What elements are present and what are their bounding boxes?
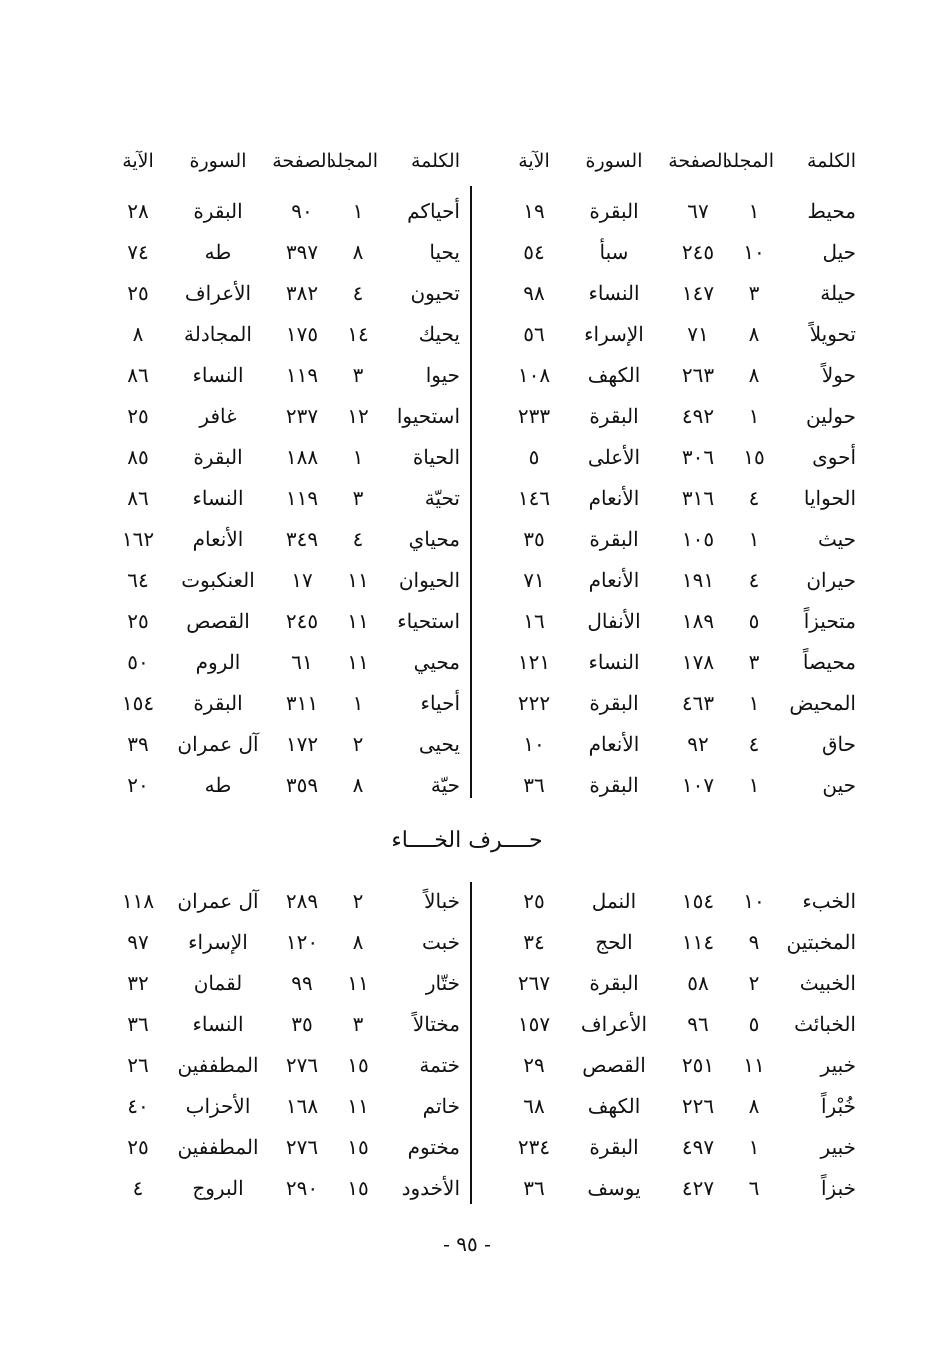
cell-surah: يوسف bbox=[587, 1176, 641, 1200]
cell-ayah: ٣٤ bbox=[523, 930, 545, 954]
cell-surah: الأنعام bbox=[192, 527, 244, 551]
cell-page: ٩٠ bbox=[291, 199, 313, 223]
table-row bbox=[476, 1089, 856, 1123]
cell-ayah: ٢٢٢ bbox=[517, 691, 551, 715]
table-row bbox=[80, 440, 460, 474]
cell-volume: ١١ bbox=[347, 609, 369, 633]
cell-page: ١١٤ bbox=[681, 930, 715, 954]
cell-page: ٢٩٠ bbox=[285, 1176, 319, 1200]
cell-word: يحيا bbox=[429, 240, 460, 264]
cell-page: ٢٤٥ bbox=[285, 609, 319, 633]
cell-ayah: ١٦ bbox=[523, 609, 545, 633]
cell-volume: ١ bbox=[748, 691, 760, 715]
cell-surah: النساء bbox=[192, 486, 244, 510]
cell-page: ٣٩٧ bbox=[285, 240, 319, 264]
cell-volume: ١٤ bbox=[347, 322, 369, 346]
cell-page: ٤٩٧ bbox=[681, 1135, 715, 1159]
table-row bbox=[476, 440, 856, 474]
table-row bbox=[476, 522, 856, 556]
cell-volume: ١٥ bbox=[347, 1053, 369, 1077]
table-row bbox=[476, 686, 856, 720]
table-row bbox=[80, 1048, 460, 1082]
table-row bbox=[80, 1171, 460, 1205]
cell-page: ٢٥١ bbox=[681, 1053, 715, 1077]
cell-volume: ١١ bbox=[347, 1094, 369, 1118]
cell-volume: ٣ bbox=[352, 1012, 364, 1036]
table-row bbox=[476, 925, 856, 959]
cell-word: أحياكم bbox=[407, 199, 460, 223]
cell-volume: ١٥ bbox=[347, 1135, 369, 1159]
cell-page: ٤٩٢ bbox=[681, 404, 715, 428]
cell-word: مختالاً bbox=[412, 1012, 460, 1036]
cell-word: الحوايا bbox=[803, 486, 856, 510]
cell-word: خبت bbox=[421, 930, 460, 954]
cell-surah: القصص bbox=[186, 609, 250, 633]
cell-ayah: ١٢١ bbox=[517, 650, 551, 674]
table-row bbox=[80, 645, 460, 679]
cell-word: المحيض bbox=[789, 691, 856, 715]
table-row bbox=[476, 194, 856, 228]
cell-volume: ٨ bbox=[352, 773, 364, 797]
cell-word: الحيوان bbox=[398, 568, 460, 592]
cell-word: استحياء bbox=[397, 609, 460, 633]
cell-volume: ١٠ bbox=[743, 240, 765, 264]
cell-volume: ١ bbox=[748, 773, 760, 797]
cell-surah: النساء bbox=[192, 363, 244, 387]
cell-ayah: ٣٥ bbox=[523, 527, 545, 551]
table-row bbox=[476, 727, 856, 761]
table-row bbox=[476, 768, 856, 802]
header-row bbox=[476, 144, 856, 178]
cell-surah: الأنعام bbox=[588, 568, 640, 592]
header-word: الكلمة bbox=[410, 150, 460, 172]
cell-volume: ٤ bbox=[748, 568, 760, 592]
cell-word: متحيزاً bbox=[803, 609, 856, 633]
cell-volume: ٤ bbox=[748, 486, 760, 510]
cell-volume: ٩ bbox=[748, 930, 760, 954]
table-row bbox=[80, 727, 460, 761]
header-volume: المجلد bbox=[723, 150, 774, 172]
cell-ayah: ٨٦ bbox=[127, 486, 149, 510]
cell-page: ١٧٨ bbox=[681, 650, 715, 674]
table-row bbox=[80, 1089, 460, 1123]
cell-volume: ٨ bbox=[748, 1094, 760, 1118]
cell-page: ٧١ bbox=[687, 322, 709, 346]
table-row bbox=[476, 645, 856, 679]
cell-ayah: ٢٥ bbox=[523, 889, 545, 913]
table-row bbox=[476, 276, 856, 310]
cell-word: حيث bbox=[817, 527, 856, 551]
cell-ayah: ١٥٧ bbox=[517, 1012, 551, 1036]
table-row bbox=[80, 194, 460, 228]
cell-ayah: ١٠٨ bbox=[517, 363, 551, 387]
cell-ayah: ٣٦ bbox=[523, 1176, 545, 1200]
cell-surah: الأنعام bbox=[588, 486, 640, 510]
table-row bbox=[476, 317, 856, 351]
cell-volume: ٢ bbox=[352, 732, 364, 756]
table-row bbox=[476, 399, 856, 433]
table-row bbox=[476, 1130, 856, 1164]
cell-word: حيل bbox=[822, 240, 856, 264]
cell-page: ٩٩ bbox=[291, 971, 313, 995]
cell-ayah: ٢٨ bbox=[127, 199, 149, 223]
cell-ayah: ٧٤ bbox=[127, 240, 149, 264]
cell-volume: ٣ bbox=[748, 281, 760, 305]
header-row bbox=[80, 144, 460, 178]
cell-word: خبالاً bbox=[424, 889, 460, 913]
cell-volume: ٨ bbox=[352, 240, 364, 264]
cell-word: الخبء bbox=[802, 889, 856, 913]
cell-volume: ١ bbox=[748, 199, 760, 223]
cell-surah: لقمان bbox=[193, 971, 243, 995]
table-row bbox=[80, 966, 460, 1000]
cell-volume: ١ bbox=[352, 445, 364, 469]
cell-ayah: ٢٥ bbox=[127, 609, 149, 633]
cell-page: ١١٩ bbox=[285, 486, 319, 510]
cell-surah: البروج bbox=[192, 1176, 244, 1200]
cell-ayah: ٢٦ bbox=[127, 1053, 149, 1077]
cell-surah: البقرة bbox=[193, 445, 243, 469]
cell-page: ١١٩ bbox=[285, 363, 319, 387]
cell-page: ٣٤٩ bbox=[285, 527, 319, 551]
cell-volume: ٥ bbox=[748, 1012, 760, 1036]
cell-surah: الأعراف bbox=[580, 1012, 648, 1036]
cell-surah: طه bbox=[204, 240, 232, 264]
cell-volume: ١١ bbox=[347, 568, 369, 592]
cell-volume: ١٠ bbox=[743, 889, 765, 913]
table-row bbox=[80, 1130, 460, 1164]
cell-ayah: ٢٩ bbox=[523, 1053, 545, 1077]
page-number: - ٩٥ - bbox=[443, 1232, 491, 1256]
cell-volume: ٢ bbox=[748, 971, 760, 995]
cell-surah: النساء bbox=[588, 281, 640, 305]
cell-surah: البقرة bbox=[589, 527, 639, 551]
table-row bbox=[476, 1171, 856, 1205]
cell-word: تحويلاً bbox=[809, 322, 856, 346]
cell-word: حولاً bbox=[821, 363, 856, 387]
table-row bbox=[80, 768, 460, 802]
cell-page: ١٨٩ bbox=[681, 609, 715, 633]
header-page: الصفحة bbox=[668, 150, 728, 172]
cell-surah: الإسراء bbox=[188, 930, 248, 954]
table-row bbox=[476, 358, 856, 392]
cell-ayah: ١١٨ bbox=[121, 889, 155, 913]
cell-page: ٢٨٩ bbox=[285, 889, 319, 913]
cell-page: ٢٧٦ bbox=[285, 1053, 319, 1077]
header-ayah: الآية bbox=[122, 150, 154, 172]
cell-word: حولين bbox=[805, 404, 856, 428]
cell-surah: الكهف bbox=[587, 363, 641, 387]
cell-word: المخبتين bbox=[786, 930, 856, 954]
cell-word: ختمة bbox=[419, 1053, 460, 1077]
cell-volume: ١ bbox=[748, 404, 760, 428]
column-divider bbox=[470, 186, 472, 798]
table-row bbox=[476, 1007, 856, 1041]
cell-word: حين bbox=[822, 773, 856, 797]
cell-page: ٦١ bbox=[291, 650, 313, 674]
cell-volume: ٤ bbox=[352, 527, 364, 551]
cell-page: ٢٧٦ bbox=[285, 1135, 319, 1159]
cell-surah: البقرة bbox=[589, 199, 639, 223]
cell-surah: البقرة bbox=[589, 773, 639, 797]
cell-word: خُبْراً bbox=[821, 1094, 856, 1118]
cell-page: ٤٦٣ bbox=[681, 691, 715, 715]
cell-volume: ٣ bbox=[352, 363, 364, 387]
header-surah: السورة bbox=[585, 150, 643, 172]
table-row bbox=[476, 1048, 856, 1082]
cell-surah: الروم bbox=[195, 650, 241, 674]
cell-word: الخبائث bbox=[794, 1012, 856, 1036]
cell-surah: القصص bbox=[582, 1053, 646, 1077]
cell-word: محيط bbox=[807, 199, 856, 223]
cell-word: الحياة bbox=[412, 445, 460, 469]
cell-ayah: ٨٥ bbox=[127, 445, 149, 469]
cell-word: خبزاً bbox=[821, 1176, 856, 1200]
cell-ayah: ٢٣٤ bbox=[517, 1135, 551, 1159]
cell-surah: البقرة bbox=[589, 1135, 639, 1159]
cell-volume: ١١ bbox=[347, 971, 369, 995]
cell-surah: العنكبوت bbox=[181, 568, 255, 592]
cell-surah: طه bbox=[204, 773, 232, 797]
cell-ayah: ٥٤ bbox=[523, 240, 545, 264]
cell-page: ٦٧ bbox=[687, 199, 709, 223]
cell-word: مختوم bbox=[407, 1135, 460, 1159]
cell-volume: ١ bbox=[748, 1135, 760, 1159]
cell-volume: ٨ bbox=[748, 322, 760, 346]
cell-volume: ١٢ bbox=[347, 404, 369, 428]
table-row bbox=[80, 276, 460, 310]
cell-word: أحياء bbox=[420, 691, 460, 715]
cell-surah: آل عمران bbox=[177, 889, 259, 913]
table-row bbox=[80, 317, 460, 351]
cell-word: حاق bbox=[822, 732, 856, 756]
cell-ayah: ٢٥ bbox=[127, 1135, 149, 1159]
column-divider-2 bbox=[470, 882, 472, 1204]
cell-ayah: ٣٦ bbox=[523, 773, 545, 797]
cell-surah: المجادلة bbox=[184, 322, 252, 346]
table-row bbox=[80, 604, 460, 638]
table-row bbox=[80, 235, 460, 269]
cell-ayah: ٩٨ bbox=[523, 281, 545, 305]
cell-volume: ٢ bbox=[352, 889, 364, 913]
cell-ayah: ٢٠ bbox=[127, 773, 149, 797]
cell-word: محيي bbox=[413, 650, 460, 674]
cell-page: ٤٢٧ bbox=[681, 1176, 715, 1200]
cell-volume: ١١ bbox=[743, 1053, 765, 1077]
table-row bbox=[476, 966, 856, 1000]
cell-page: ٢٢٦ bbox=[681, 1094, 715, 1118]
cell-word: خبير bbox=[820, 1053, 856, 1077]
cell-ayah: ٨٦ bbox=[127, 363, 149, 387]
cell-word: الأخدود bbox=[401, 1176, 460, 1200]
cell-volume: ٦ bbox=[748, 1176, 760, 1200]
cell-surah: الكهف bbox=[587, 1094, 641, 1118]
cell-word: حيران bbox=[806, 568, 856, 592]
table-row bbox=[80, 481, 460, 515]
cell-page: ١٨٨ bbox=[285, 445, 319, 469]
cell-ayah: ٩٧ bbox=[127, 930, 149, 954]
cell-word: الخبيث bbox=[799, 971, 856, 995]
cell-ayah: ٢٥ bbox=[127, 281, 149, 305]
table-row bbox=[80, 522, 460, 556]
cell-volume: ٨ bbox=[748, 363, 760, 387]
cell-page: ٣١١ bbox=[285, 691, 319, 715]
cell-page: ١٧ bbox=[291, 568, 313, 592]
cell-ayah: ٧١ bbox=[523, 568, 545, 592]
section-title: حــــرف الخــــاء bbox=[391, 828, 543, 853]
cell-ayah: ٢٦٧ bbox=[517, 971, 551, 995]
table-row bbox=[476, 563, 856, 597]
table-row bbox=[80, 563, 460, 597]
cell-page: ١٧٢ bbox=[285, 732, 319, 756]
cell-page: ١٤٧ bbox=[681, 281, 715, 305]
header-surah: السورة bbox=[189, 150, 247, 172]
cell-ayah: ٣٦ bbox=[127, 1012, 149, 1036]
cell-surah: النساء bbox=[588, 650, 640, 674]
cell-word: حيّة bbox=[430, 773, 460, 797]
cell-word: تحيون bbox=[410, 281, 460, 305]
cell-page: ١٢٠ bbox=[285, 930, 319, 954]
cell-page: ٢٦٣ bbox=[681, 363, 715, 387]
cell-surah: آل عمران bbox=[177, 732, 259, 756]
table-row bbox=[476, 481, 856, 515]
cell-ayah: ٣٢ bbox=[127, 971, 149, 995]
table-row bbox=[476, 604, 856, 638]
cell-volume: ١ bbox=[748, 527, 760, 551]
cell-page: ١٧٥ bbox=[285, 322, 319, 346]
cell-surah: الأعراف bbox=[184, 281, 252, 305]
header-ayah: الآية bbox=[518, 150, 550, 172]
cell-ayah: ٨ bbox=[132, 322, 144, 346]
cell-word: حيوا bbox=[425, 363, 460, 387]
cell-page: ٣٥ bbox=[291, 1012, 313, 1036]
cell-surah: الأحزاب bbox=[185, 1094, 251, 1118]
cell-surah: المطففين bbox=[177, 1135, 259, 1159]
cell-surah: الإسراء bbox=[584, 322, 644, 346]
cell-word: حيلة bbox=[820, 281, 856, 305]
cell-page: ٢٣٧ bbox=[285, 404, 319, 428]
cell-ayah: ٦٤ bbox=[127, 568, 149, 592]
table-row bbox=[80, 686, 460, 720]
cell-word: محياي bbox=[408, 527, 460, 551]
cell-page: ٣٨٢ bbox=[285, 281, 319, 305]
cell-ayah: ٢٥ bbox=[127, 404, 149, 428]
cell-page: ٩٦ bbox=[687, 1012, 709, 1036]
cell-word: خاتم bbox=[422, 1094, 460, 1118]
cell-volume: ١ bbox=[352, 199, 364, 223]
cell-ayah: ٤٠ bbox=[127, 1094, 149, 1118]
cell-word: ختّار bbox=[425, 971, 460, 995]
cell-volume: ١٥ bbox=[347, 1176, 369, 1200]
cell-word: خبير bbox=[820, 1135, 856, 1159]
table-row bbox=[80, 358, 460, 392]
cell-word: استحيوا bbox=[396, 404, 460, 428]
cell-ayah: ٥٦ bbox=[523, 322, 545, 346]
cell-ayah: ٣٩ bbox=[127, 732, 149, 756]
cell-surah: الأنعام bbox=[588, 732, 640, 756]
cell-word: يحيك bbox=[418, 322, 460, 346]
cell-surah: النمل bbox=[591, 889, 637, 913]
cell-volume: ١ bbox=[352, 691, 364, 715]
header-word: الكلمة bbox=[806, 150, 856, 172]
table-row bbox=[80, 399, 460, 433]
cell-ayah: ١٦٢ bbox=[121, 527, 155, 551]
cell-surah: المطففين bbox=[177, 1053, 259, 1077]
cell-surah: الحج bbox=[595, 930, 633, 954]
cell-surah: البقرة bbox=[589, 971, 639, 995]
cell-volume: ٥ bbox=[748, 609, 760, 633]
cell-page: ١٥٤ bbox=[681, 889, 715, 913]
cell-page: ١٠٧ bbox=[681, 773, 715, 797]
cell-page: ١٩١ bbox=[681, 568, 715, 592]
cell-surah: البقرة bbox=[193, 691, 243, 715]
cell-page: ٥٨ bbox=[687, 971, 709, 995]
table-row bbox=[80, 884, 460, 918]
cell-page: ٢٤٥ bbox=[681, 240, 715, 264]
cell-volume: ٨ bbox=[352, 930, 364, 954]
table-row bbox=[476, 235, 856, 269]
cell-ayah: ٥ bbox=[528, 445, 540, 469]
table-row bbox=[476, 884, 856, 918]
cell-surah: النساء bbox=[192, 1012, 244, 1036]
cell-surah: البقرة bbox=[589, 404, 639, 428]
cell-ayah: ٢٣٣ bbox=[517, 404, 551, 428]
cell-page: ٣٠٦ bbox=[681, 445, 715, 469]
cell-volume: ٣ bbox=[352, 486, 364, 510]
cell-ayah: ٥٠ bbox=[127, 650, 149, 674]
cell-word: أحوى bbox=[812, 445, 856, 469]
cell-page: ٩٢ bbox=[687, 732, 709, 756]
cell-surah: البقرة bbox=[589, 691, 639, 715]
cell-surah: الأعلى bbox=[587, 445, 641, 469]
cell-volume: ٤ bbox=[352, 281, 364, 305]
cell-page: ٣١٦ bbox=[681, 486, 715, 510]
cell-surah: الأنفال bbox=[587, 609, 641, 633]
table-row bbox=[80, 925, 460, 959]
cell-surah: سبأ bbox=[599, 240, 629, 264]
cell-volume: ٤ bbox=[748, 732, 760, 756]
cell-ayah: ١٥٤ bbox=[121, 691, 155, 715]
cell-volume: ٣ bbox=[748, 650, 760, 674]
cell-word: تحيّة bbox=[424, 486, 460, 510]
cell-volume: ١١ bbox=[347, 650, 369, 674]
cell-ayah: ٤ bbox=[132, 1176, 144, 1200]
cell-page: ١٠٥ bbox=[681, 527, 715, 551]
cell-word: يحيى bbox=[418, 732, 460, 756]
header-volume: المجلد bbox=[327, 150, 378, 172]
cell-surah: البقرة bbox=[193, 199, 243, 223]
cell-word: محيصاً bbox=[802, 650, 856, 674]
table-row bbox=[80, 1007, 460, 1041]
cell-volume: ١٥ bbox=[743, 445, 765, 469]
cell-ayah: ١٩ bbox=[523, 199, 545, 223]
header-page: الصفحة bbox=[272, 150, 332, 172]
cell-page: ٣٥٩ bbox=[285, 773, 319, 797]
cell-ayah: ١٠ bbox=[523, 732, 545, 756]
cell-ayah: ١٤٦ bbox=[517, 486, 551, 510]
cell-ayah: ٦٨ bbox=[523, 1094, 545, 1118]
cell-surah: غافر bbox=[199, 404, 237, 428]
cell-page: ١٦٨ bbox=[285, 1094, 319, 1118]
